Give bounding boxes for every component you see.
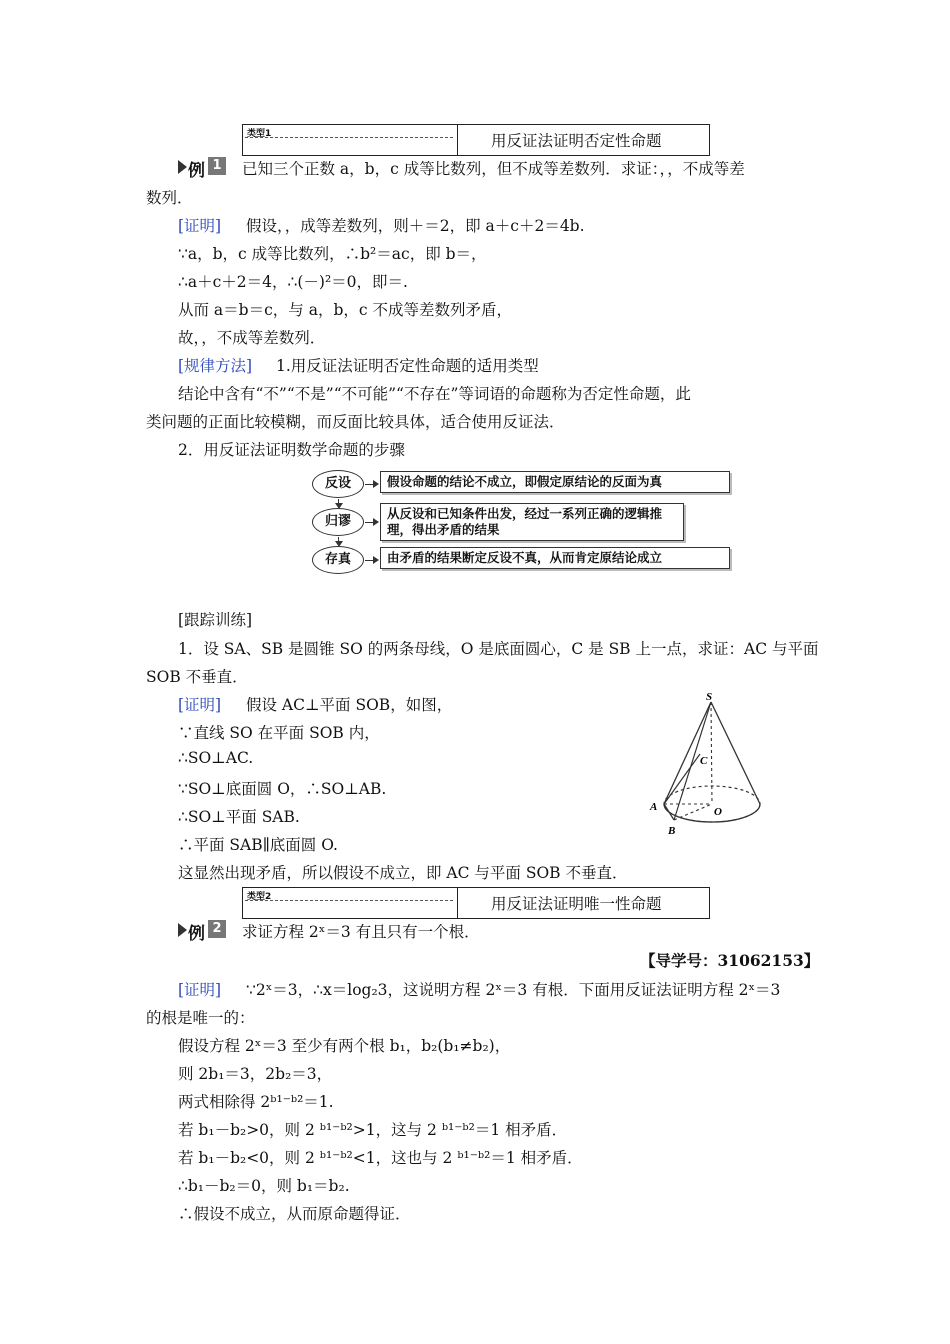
triangle-marker-icon <box>178 160 187 174</box>
example-word: 例 <box>188 924 205 944</box>
step-oval-assume: 反设 <box>312 470 364 498</box>
example2-line1: 求证方程 2ˣ＝3 有且只有一个根． <box>242 923 480 941</box>
step-box-contradict <box>380 503 684 541</box>
label-S: S <box>706 691 713 703</box>
proof3-line8: ∴假设不成立，从而原命题得证． <box>178 1205 411 1223</box>
proof1-line5: 故，，不成等差数列． <box>178 329 326 347</box>
segment-SO <box>711 702 712 804</box>
segment-BO <box>674 804 712 820</box>
example-number: 2 <box>208 920 226 938</box>
label-O: O <box>714 806 722 818</box>
type1-header <box>242 124 710 156</box>
label-C: C <box>700 755 708 767</box>
type2-tag: 类型2 <box>247 892 272 902</box>
proof-tag: [证明] <box>178 981 222 999</box>
cone-figure <box>640 690 780 840</box>
step-box-conclude: 由矛盾的结果断定反设不真，从而肯定原结论成立 <box>380 547 730 569</box>
step-box-contradict-line1: 从反设和已知条件出发，经过一系列正确的逻辑推 <box>387 506 663 521</box>
segment-AB <box>664 804 674 820</box>
proof2-line5: ∴SO⊥平面 SAB. <box>178 808 300 826</box>
practice-tag: [跟踪训练] <box>178 611 253 629</box>
proof3-line5: 若 b₁－b₂>0，则 2 ᵇ¹⁻ᵇ²>1，这与 2 ᵇ¹⁻ᵇ²＝1 相矛盾． <box>178 1121 568 1139</box>
proof2-line6: ∴平面 SAB∥底面圆 O. <box>178 836 338 854</box>
arrow-right-icon <box>373 480 379 488</box>
proof3-line1b: 的根是唯一的： <box>146 1009 255 1027</box>
practice-question-line2: SOB 不垂直． <box>146 668 248 686</box>
proof3-line2: 假设方程 2ˣ＝3 至少有两个根 b₁，b₂(b₁≠b₂)， <box>178 1037 511 1055</box>
example1-line1: 已知三个正数 a，b，c 成等比数列，但不成等差数列．求证：，，不成等差 <box>242 160 745 178</box>
proof-tag: [证明] <box>178 696 222 714</box>
practice-question-line1: 1．设 SA、SB 是圆锥 SO 的两条母线，O 是底面圆心，C 是 SB 上一点，求证：AC 与平面 <box>178 640 819 658</box>
label-A: A <box>650 801 658 813</box>
type1-separator <box>457 125 458 155</box>
step-oval-contradict: 归谬 <box>312 508 364 536</box>
type2-title: 用反证法证明唯一性命题 <box>491 895 662 913</box>
arrow-down-icon <box>335 503 343 509</box>
triangle-marker-icon <box>178 923 187 937</box>
segment-AC <box>664 754 700 804</box>
proof1-line2: ∵a，b，c 成等比数列，∴b²＝ac，即 b＝， <box>178 245 487 263</box>
arrow-right-icon <box>373 556 379 564</box>
label-B: B <box>668 825 676 837</box>
proof3-line6: 若 b₁－b₂<0，则 2 ᵇ¹⁻ᵇ²<1，这也与 2 ᵇ¹⁻ᵇ²＝1 相矛盾． <box>178 1149 583 1167</box>
proof1-line1: 假设，，成等差数列，则＋＝2，即 a＋c＋2＝4b. <box>246 217 585 235</box>
example-number: 1 <box>208 157 226 175</box>
example-word: 例 <box>188 161 205 181</box>
proof2-line1: 假设 AC⊥平面 SOB，如图， <box>246 696 453 714</box>
proof3-line7: ∴b₁－b₂＝0，则 b₁＝b₂. <box>178 1177 350 1195</box>
proof1-line4: 从而 a＝b＝c，与 a，b，c 不成等差数列矛盾， <box>178 301 512 319</box>
method-heading2: 2．用反证法证明数学命题的步骤 <box>178 441 405 459</box>
step-oval-conclude: 存真 <box>312 546 364 574</box>
proof1-line3: ∴a＋c＋2＝4，∴(－)²＝0，即＝. <box>178 273 408 291</box>
type1-tag: 类型1 <box>247 129 272 139</box>
step-box-assume: 假设命题的结论不成立，即假定原结论的反面为真 <box>380 471 730 493</box>
proof3-line4: 两式相除得 2ᵇ¹⁻ᵇ²＝1. <box>178 1093 334 1111</box>
arrow-right-icon <box>373 518 379 526</box>
type1-title: 用反证法证明否定性命题 <box>491 132 662 150</box>
proof2-line3: ∴SO⊥AC. <box>178 749 254 767</box>
method-heading1: 1.用反证法证明否定性命题的适用类型 <box>276 357 539 375</box>
type2-dotted-rule <box>245 900 453 901</box>
proof2-line4: ∵SO⊥底面圆 O，∴SO⊥AB. <box>178 780 387 798</box>
type1-dotted-rule <box>245 137 453 138</box>
arrow-down-icon <box>335 541 343 547</box>
step-box-contradict-line2: 理，得出矛盾的结果 <box>387 522 500 537</box>
proof3-line3: 则 2b₁＝3，2b₂＝3， <box>178 1065 333 1083</box>
proof2-line2: ∵直线 SO 在平面 SOB 内， <box>178 724 380 742</box>
proof-tag: [证明] <box>178 217 222 235</box>
method-text1b: 类问题的正面比较模糊，而反面比较具体，适合使用反证法． <box>146 413 565 431</box>
proof3-line1: ∵2ˣ＝3，∴x＝log₂3，这说明方程 2ˣ＝3 有根．下面用反证法证明方程 2ˣ＝3 <box>246 981 781 999</box>
type2-separator <box>457 888 458 918</box>
guide-number: 【导学号：31062153】 <box>640 951 820 970</box>
proof2-line7: 这显然出现矛盾，所以假设不成立，即 AC 与平面 SOB 不垂直． <box>178 864 628 882</box>
example1-line2: 数列． <box>146 189 193 207</box>
method-tag: [规律方法] <box>178 357 253 375</box>
method-text1a: 结论中含有“不”“不是”“不可能”“不存在”等词语的命题称为否定性命题，此 <box>178 385 691 403</box>
type2-header <box>242 887 710 919</box>
